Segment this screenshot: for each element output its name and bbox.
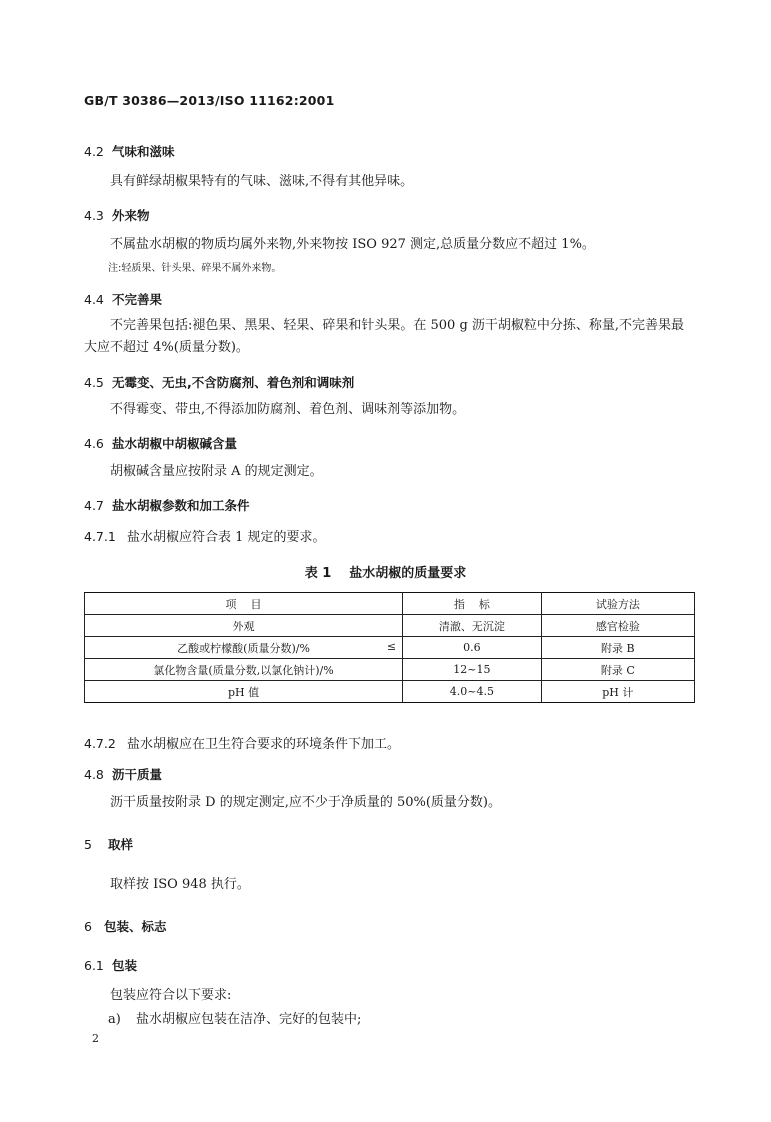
cell-indicator: 4.0~4.5 [403,681,542,703]
section-heading-4-5 [84,373,354,391]
table-caption: 盐水胡椒的质量要求 [349,566,467,581]
section-title: 不完善果 [112,292,163,307]
cell-item: 外观 [85,615,403,637]
header-indicator: 指 标 [403,593,542,615]
section-heading-4-2 [84,142,175,160]
section-body-4-5: 不得霉变、带虫,不得添加防腐剂、着色剂、调味剂等添加物。 [110,402,466,417]
clause-4-7-1 [84,526,326,545]
section-heading-6 [84,917,167,935]
standard-code: GB/T 30386—2013/ISO 11162:2001 [84,93,335,108]
section-heading-4-7 [84,496,250,514]
section-body-4-2: 具有鲜绿胡椒果特有的气味、滋味,不得有其他异味。 [110,174,414,189]
clause-number: 4.7.1 [84,529,116,544]
page-number: 2 [92,1032,99,1045]
section-number: 4.3 [84,208,104,223]
table-row [85,681,695,703]
section-heading-4-8 [84,765,162,783]
section-body-4-6: 胡椒碱含量应按附录 A 的规定测定。 [110,464,323,479]
header-item: 项 目 [85,593,403,615]
cell-item: 乙酸或柠檬酸(质量分数)/% [177,641,310,655]
section-number: 4.8 [84,767,104,782]
clause-text: 盐水胡椒应符合表 1 规定的要求。 [127,530,326,545]
list-marker: a) [108,1012,121,1027]
section-number: 4.4 [84,292,104,307]
section-body-4-8: 沥干质量按附录 D 的规定测定,应不少于净质量的 50%(质量分数)。 [110,795,501,810]
section-heading-5 [84,835,133,853]
table-row [85,637,695,659]
section-heading-6-1 [84,956,137,974]
section-body-4-4: 不完善果包括:褪色果、黑果、轻果、碎果和针头果。在 500 g 沥干胡椒粒中分拣、称量,不完善果最大应不超过 4%(质量分数)。 [84,318,685,355]
cell-method: 感官检验 [541,615,694,637]
section-body-6-1: 包装应符合以下要求: [110,988,232,1003]
table-row [85,659,695,681]
cell-method: 附录 C [541,659,694,681]
section-title: 气味和滋味 [112,144,175,159]
table-row [85,615,695,637]
table-title [0,562,771,581]
cell-indicator: 清澈、无沉淀 [403,615,542,637]
section-number: 4.6 [84,436,104,451]
list-item [108,1008,361,1027]
section-title: 取样 [108,837,134,852]
table-number: 表 1 [304,566,332,581]
cell-item: 氯化物含量(质量分数,以氯化钠计)/% [85,659,403,681]
cell-item-wrapper [85,637,403,659]
quality-requirements-table [84,592,695,703]
clause-number: 4.7.2 [84,736,116,751]
section-title: 盐水胡椒参数和加工条件 [112,498,250,513]
clause-text: 盐水胡椒应在卫生符合要求的环境条件下加工。 [127,737,401,752]
list-text: 盐水胡椒应包装在洁净、完好的包装中; [136,1012,362,1027]
cell-item: pH 值 [85,681,403,703]
note-4-3: 注:轻质果、针头果、碎果不属外来物。 [108,263,282,274]
section-number: 4.2 [84,144,104,159]
cell-qualifier: ≤ [386,639,397,653]
section-title: 包装、标志 [104,919,167,934]
cell-item-container [89,640,398,656]
section-title: 外来物 [112,208,150,223]
section-heading-4-3 [84,206,150,224]
clause-4-7-2 [84,733,400,752]
section-title: 无霉变、无虫,不含防腐剂、着色剂和调味剂 [112,375,355,390]
section-body-4-3: 不属盐水胡椒的物质均属外来物,外来物按 ISO 927 测定,总质量分数应不超过 1%。 [110,237,595,252]
section-title: 包装 [112,958,138,973]
section-number: 6 [84,919,92,934]
section-number: 6.1 [84,958,104,973]
cell-method: pH 计 [541,681,694,703]
section-number: 4.5 [84,375,104,390]
section-number: 4.7 [84,498,104,513]
section-heading-4-4 [84,290,162,308]
cell-method: 附录 B [541,637,694,659]
section-title: 沥干质量 [112,767,163,782]
section-heading-4-6 [84,434,237,452]
section-title: 盐水胡椒中胡椒碱含量 [112,436,238,451]
cell-indicator: 12~15 [403,659,542,681]
section-body-5: 取样按 ISO 948 执行。 [110,877,250,892]
section-number: 5 [84,837,92,852]
table-header-row [85,593,695,615]
header-method: 试验方法 [541,593,694,615]
cell-indicator: 0.6 [403,637,542,659]
